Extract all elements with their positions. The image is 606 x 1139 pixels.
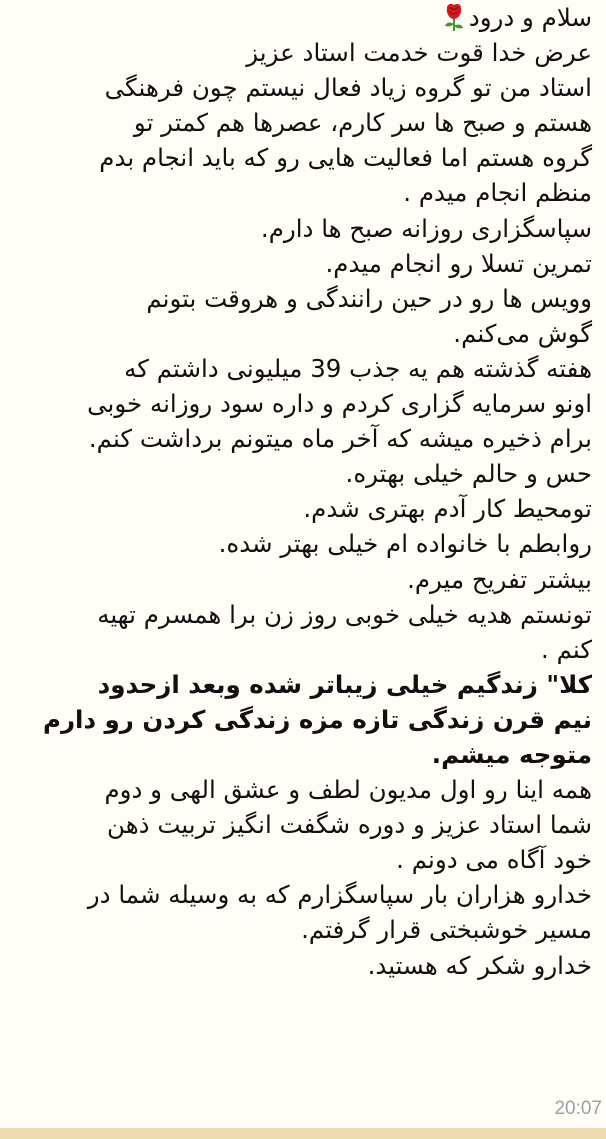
message-line-bold: نیم قرن زندگی تازه مزه زندگی کردن رو دارم — [42, 704, 592, 734]
message-line: عرض خدا قوت خدمت استاد عزیز — [246, 38, 592, 68]
message-line: حس و حالم خیلی بهتره. — [345, 459, 592, 489]
message-line: تونستم هدیه خیلی خوبی روز زن برا همسرم تهیه — [97, 599, 592, 629]
message-line: هستم و صبح ها سر کارم، عصرها هم کمتر تو — [133, 108, 592, 138]
message-line: هفته گذشته هم یه جذب 39 میلیونی داشتم که — [124, 353, 592, 383]
message-line: استاد من تو گروه زیاد فعال نیستم چون فرهنگی — [104, 73, 592, 103]
message-line: گروه هستم اما فعالیت هایی رو که باید انجام بدم — [99, 143, 592, 173]
message-line: تومحیط کار آدم بهتری شدم. — [303, 494, 592, 524]
message-line: گوش می‌کنم. — [453, 318, 592, 348]
message-timestamp: 20:07 — [554, 1098, 602, 1119]
message-line: خدارو شکر که هستید. — [367, 950, 592, 980]
message-line: همه اینا رو اول مدیون لطف و عشق الهی و دوم — [104, 775, 592, 805]
message-line: خود آگاه می دونم . — [396, 845, 592, 875]
message-line: منظم انجام میدم . — [403, 178, 592, 208]
message-line: اونو سرمایه گزاری کردم و داره سود روزانه خوبی — [87, 389, 592, 419]
message-line: روابطم با خانواده ام خیلی بهتر شده. — [218, 529, 592, 559]
message-line: کنم . — [541, 634, 592, 664]
message-line: سپاسگزاری روزانه صبح ها دارم. — [260, 213, 592, 243]
message-line: تمرین تسلا رو انجام میدم. — [325, 248, 592, 278]
message-line: برام ذخیره میشه که آخر ماه میتونم برداشت کنم. — [88, 424, 592, 454]
message-line: وویس ها رو در حین رانندگی و هروقت بتونم — [146, 283, 592, 313]
message-line-greeting — [4, 0, 592, 35]
message-line-bold: متوجه میشم. — [431, 739, 592, 769]
message-text — [4, 0, 592, 983]
message-line-bold: کلا" زندگیم خیلی زیباتر شده وبعد ازحدود — [97, 669, 592, 699]
message-line: شما استاد عزیز و دوره شگفت انگیز تربیت ذهن — [107, 810, 592, 840]
chat-background-strip — [0, 1128, 606, 1139]
message-line: خدارو هزاران بار سپاسگزارم که به وسیله شما در — [87, 880, 592, 910]
greeting-text: سلام و درود — [468, 3, 592, 32]
rose-icon — [441, 2, 467, 32]
message-line: مسیر خوشبختی قرار گرفتم. — [301, 915, 592, 945]
message-line: بیشتر تفریح میرم. — [407, 564, 592, 594]
